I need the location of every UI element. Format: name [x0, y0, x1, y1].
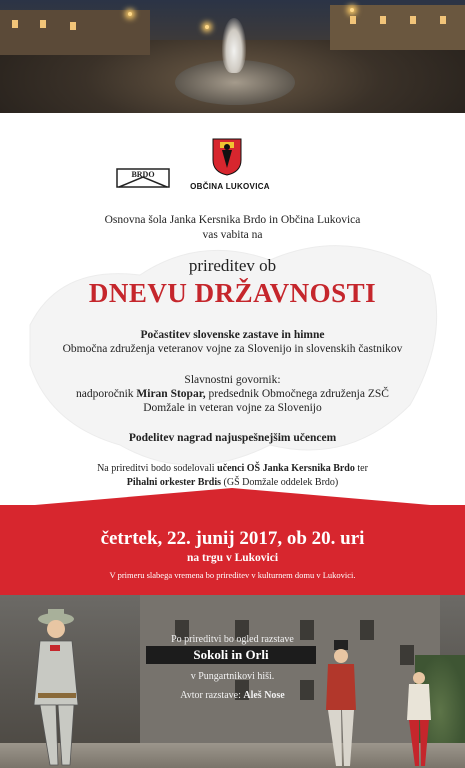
intro-line-1: Osnovna šola Janka Kersnika Brdo in Občina Lukovica	[104, 214, 361, 226]
exhibit-author	[0, 690, 465, 701]
sodelovali-bold-2: Pihalni orkester Brdis	[126, 477, 222, 488]
exhibit-title: Sokoli in Orli	[146, 646, 316, 664]
municipality-crest-icon	[212, 138, 242, 176]
sodelovali-block	[0, 462, 465, 490]
orel-figure-right	[405, 670, 435, 768]
author-label: Avtor razstave:	[180, 690, 244, 701]
date-band	[0, 505, 465, 595]
page-title: DNEVU DRŽAVNOSTI	[88, 278, 377, 308]
municipality-label: OBČINA LUKOVICA	[190, 182, 270, 191]
podelitev-text: Podelitev nagrad najuspešnejšim učencem	[128, 432, 337, 444]
pocastitev-block	[0, 328, 465, 356]
prireditev-text: prireditev ob	[188, 256, 277, 275]
pocastitev-line: Območna združenja veteranov vojne za Slovenijo in slovenskih častnikov	[62, 343, 403, 355]
govornik-block	[0, 373, 465, 415]
govornik-prefix: nadporočnik	[76, 388, 137, 400]
sodelovali-mid: ter	[354, 463, 368, 474]
govornik-suffix: predsednik Območnega združenja ZSČ	[205, 388, 389, 400]
top-photo	[0, 0, 465, 113]
exhibit-line-1: Po prireditvi bo ogled razstave	[171, 634, 294, 645]
weather-note: V primeru slabega vremena bo prireditev v kulturnem domu v Lukovici.	[109, 570, 356, 580]
govornik-label: Slavnostni govornik:	[184, 374, 281, 386]
govornik-name: Miran Stopar,	[136, 388, 206, 400]
sodelovali-bold-1: učenci OŠ Janka Kersnika Brdo	[217, 463, 355, 474]
author-name: Aleš Nose	[243, 690, 285, 701]
intro-line-2: vas vabita na	[202, 229, 263, 241]
govornik-line3: Domžale in veteran vojne za Slovenijo	[143, 402, 322, 414]
exhibit-line-2: v Pungartnikovi hiši.	[190, 671, 275, 682]
event-date: četrtek, 22. junij 2017, ob 20. uri	[100, 528, 365, 549]
event-place: na trgu v Lukovici	[186, 552, 279, 564]
pocastitev-heading: Počastitev slovenske zastave in himne	[140, 329, 325, 341]
sokol-figure-left	[20, 605, 100, 768]
orel-figure-red	[322, 640, 362, 768]
intro-text	[0, 213, 465, 243]
svg-text:BRDO: BRDO	[131, 170, 155, 179]
sodelovali-prefix: Na prireditvi bodo sodelovali	[97, 463, 218, 474]
sodelovali-suffix: (GŠ Domžale oddelek Brdo)	[221, 477, 339, 488]
school-logo-icon	[115, 163, 171, 191]
